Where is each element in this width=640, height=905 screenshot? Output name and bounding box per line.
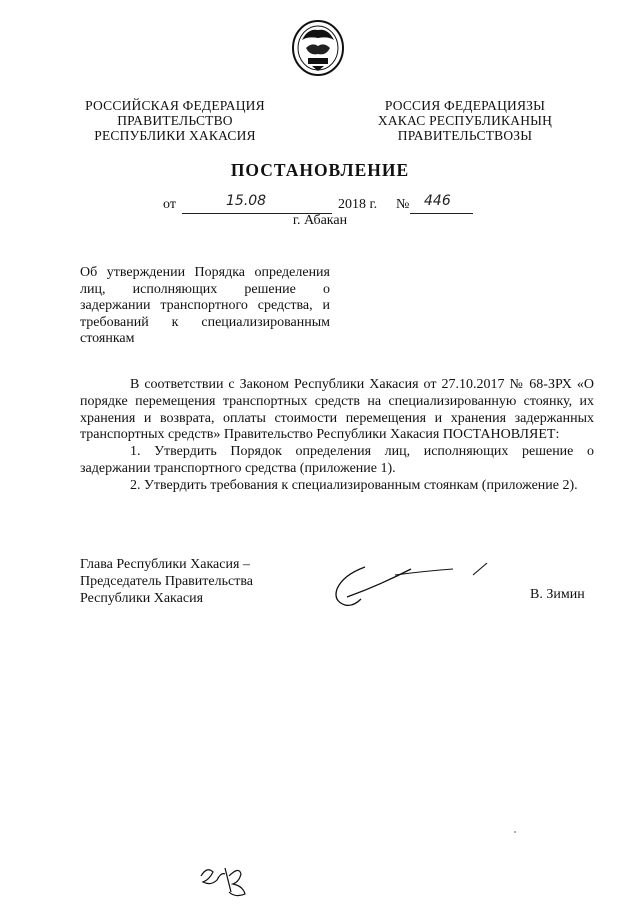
document-title: ПОСТАНОВЛЕНИЕ — [230, 160, 410, 180]
signatory-name: В. Зимин — [530, 587, 585, 602]
city-line: г. Абакан — [292, 213, 348, 228]
coat-of-arms-icon — [290, 18, 346, 78]
handwritten-date: 15.08 — [226, 193, 267, 209]
scan-speck — [514, 831, 516, 833]
header-right-line: РОССИЯ ФЕДЕРАЦИЯЗЫ — [384, 98, 546, 113]
number-sign: № — [396, 197, 410, 212]
body-text — [80, 377, 594, 495]
signatory-position — [80, 556, 300, 607]
resolution-item-2: 2. Утвердить требования к специализированным стоянкам (приложение 2). — [130, 477, 578, 493]
header-left-line: ПРАВИТЕЛЬСТВО — [117, 113, 233, 128]
subject-line: требований к специализированным — [80, 314, 330, 330]
header-left-line: РОССИЙСКАЯ ФЕДЕРАЦИЯ — [85, 98, 265, 113]
position-line: Республики Хакасия — [80, 591, 204, 606]
header-right-line: ХАКАС РЕСПУБЛИКАНЫҢ — [377, 113, 553, 128]
handwritten-signature — [325, 555, 500, 615]
header-right-line: ПРАВИТЕЛЬСТВОЗЫ — [397, 128, 533, 143]
subject-line: задержании транспортного средства, и — [80, 298, 330, 313]
subject-line: стоянкам — [80, 331, 135, 346]
subject-block — [80, 265, 330, 348]
resolution-item-1: 1. Утвердить Порядок определения лиц, исполняющих решение о задержании транспортного средства (приложение 1). — [80, 444, 594, 476]
date-year: 2018 г. — [338, 197, 378, 212]
position-line: Глава Республики Хакасия – — [80, 557, 250, 572]
subject-line: Об утверждении Порядка определения — [80, 265, 330, 280]
subject-line: лиц, исполняющих решение о — [80, 281, 330, 297]
position-line: Председатель Правительства — [80, 574, 253, 589]
preamble-paragraph: В соответствии с Законом Республики Хакасия от 27.10.2017 № 68-ЗРХ «О порядке перемещения транспортных средств на специализированную стоянку, их хранения и возврата, оплаты стоимости перемещения и хранения задержанных транспортных средств» Правительство Республики Хакасия ПОСТАНОВЛЯЕТ: — [80, 377, 594, 443]
header-left-line: РЕСПУБЛИКИ ХАКАСИЯ — [94, 128, 256, 143]
header-right-block — [370, 98, 560, 143]
header-left-block — [80, 98, 270, 143]
handwritten-number: 446 — [424, 193, 451, 209]
date-prefix: от — [163, 197, 176, 212]
handwritten-initials — [195, 862, 255, 898]
